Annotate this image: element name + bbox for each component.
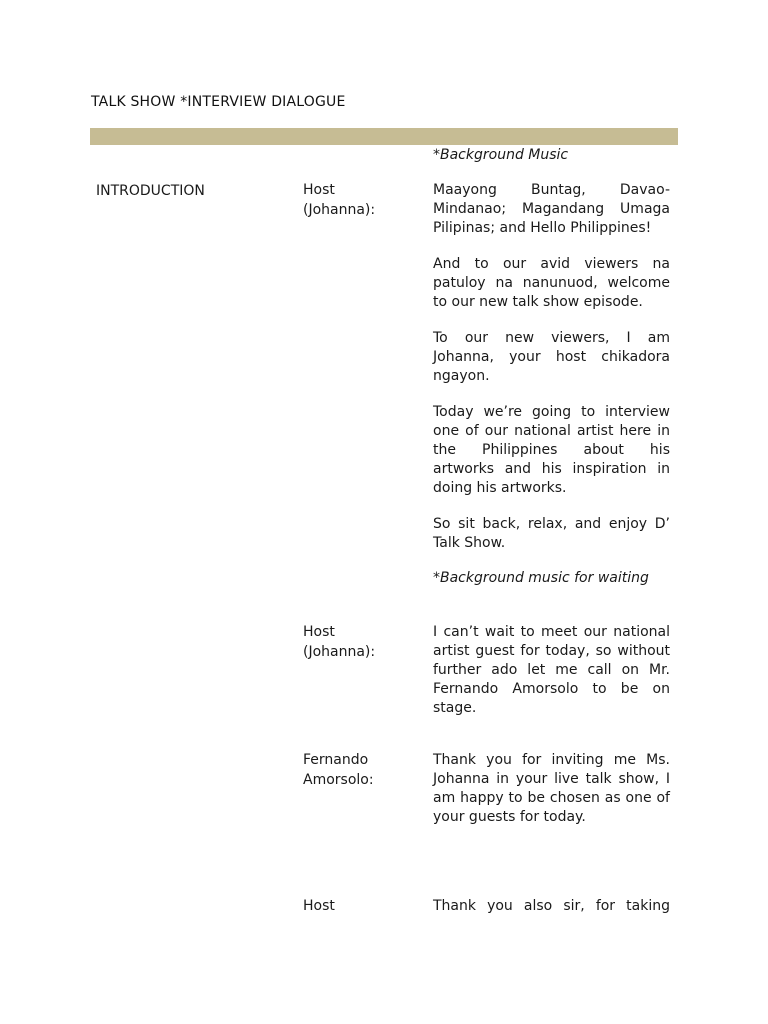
table-header-bar xyxy=(90,128,678,145)
dialogue-paragraph: I can’t wait to meet our national artist guest for today, so without further ado let me call on Mr. Fernando Amorsolo to be on stage. xyxy=(433,624,670,716)
dialogue-paragraph: Thank you for inviting me Ms. Johanna in your live talk show, I am happy to be chosen as one of your guests for today. xyxy=(433,752,670,825)
speaker-label xyxy=(303,623,418,662)
speaker-role: Amorsolo: xyxy=(303,771,374,788)
dialogue-paragraph: So sit back, relax, and enjoy D’ Talk Show. xyxy=(433,516,670,551)
speaker-role: (Johanna): xyxy=(303,643,376,660)
dialogue-paragraph: To our new viewers, I am Johanna, your host chikadora ngayon. xyxy=(433,330,670,384)
dialogue-paragraph: And to our avid viewers na patuloy na nanunuod, welcome to our new talk show episode. xyxy=(433,256,670,310)
speaker-name: Host xyxy=(303,624,335,640)
speaker-label xyxy=(303,751,418,790)
speaker-name: Fernando xyxy=(303,752,369,768)
dialogue-paragraph: Today we’re going to interview one of our national artist here in the Philippines about his artworks and his inspiration in doing his artworks. xyxy=(433,404,670,496)
background-music-cue: *Background Music xyxy=(433,147,569,163)
stage-cue: *Background music for waiting xyxy=(433,570,649,586)
speaker-name: Host xyxy=(303,898,335,914)
document-title: TALK SHOW *INTERVIEW DIALOGUE xyxy=(91,94,346,110)
speaker-label xyxy=(303,897,418,917)
speaker-label xyxy=(303,181,418,220)
dialogue-paragraph: Thank you also sir, for taking xyxy=(433,898,670,914)
section-label: INTRODUCTION xyxy=(96,183,205,199)
dialogue-paragraph: Maayong Buntag, Davao-Mindanao; Magandang Umaga Pilipinas; and Hello Philippines! xyxy=(433,182,670,236)
speaker-role: (Johanna): xyxy=(303,201,376,218)
speaker-name: Host xyxy=(303,182,335,198)
